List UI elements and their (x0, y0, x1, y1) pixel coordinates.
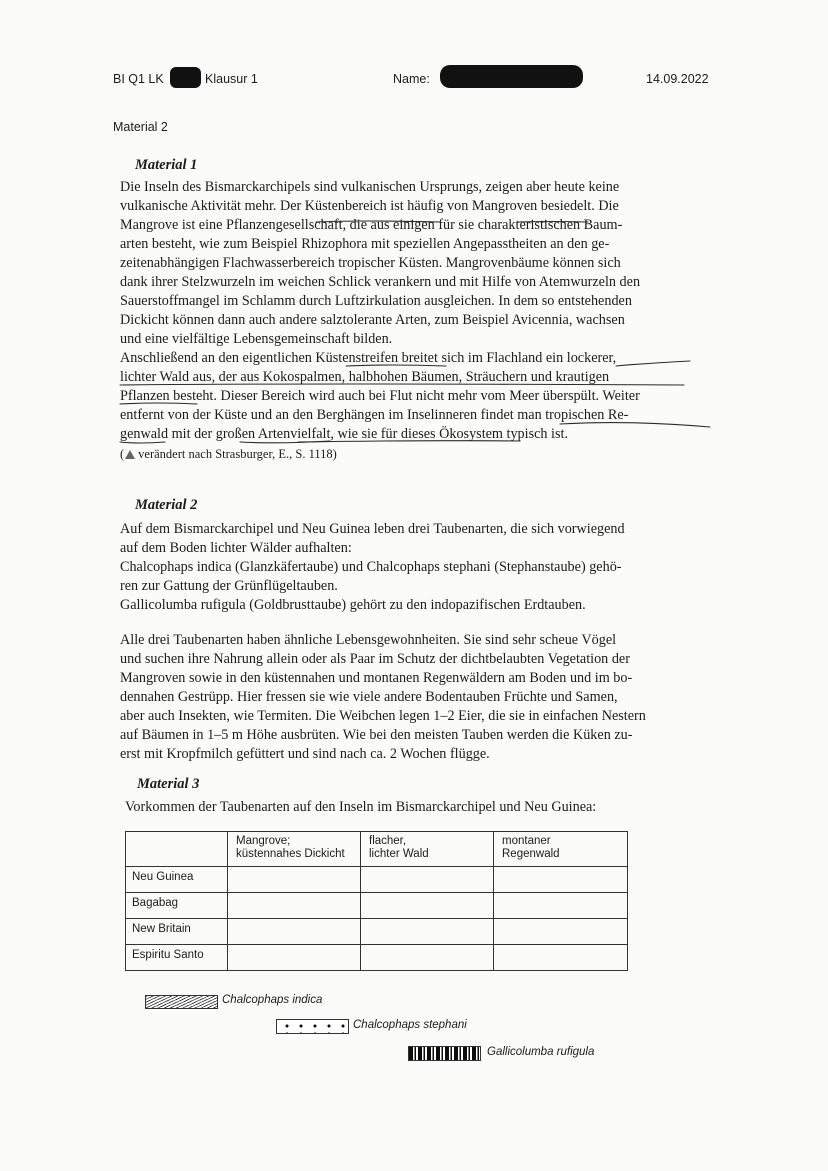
line: Chalcophaps indica (Glanzkäfertaube) und Chalcophaps stephani (Stephanstaube) gehö- (120, 559, 622, 575)
line: genwald mit der großen Artenvielfalt, wie sie für dieses Ökosystem typisch ist. (120, 426, 568, 442)
line: arten besteht, wie zum Beispiel Rhizophora mit speziellen Angepasstheiten an den ge- (120, 236, 610, 252)
column-header (494, 832, 628, 867)
legend-label-chalcophaps-indica: Chalcophaps indica (222, 994, 323, 1006)
island-label: Espiritu Santo (126, 945, 228, 971)
source-prefix: ( (120, 447, 125, 461)
course-label: BI Q1 LK (113, 72, 164, 86)
table-cell (228, 945, 361, 971)
underline-kuestenbereich (316, 221, 440, 222)
material2-paragraph1 (120, 520, 686, 615)
occurrence-table (125, 831, 628, 971)
column-header-line: flacher, (369, 835, 407, 847)
table-corner (126, 832, 228, 867)
date-label: 14.09.2022 (646, 72, 709, 86)
underline-pflanzen (120, 403, 197, 404)
column-header-line: Regenwald (502, 848, 560, 860)
underline-kuestenstreifen (346, 365, 446, 366)
line: Pflanzen besteht. Dieser Bereich wird auch bei Flut nicht mehr vom Meer überspült. Weiter (120, 388, 640, 404)
line: entfernt von der Küste und an den Berghängen im Inselinneren findet man tropischen Re- (120, 407, 629, 423)
material-label: Material 2 (113, 120, 168, 134)
table-cell (494, 945, 628, 971)
column-header-line: montaner (502, 835, 551, 847)
table-header-row (126, 832, 628, 867)
line: zeitenabhängigen Flachwasserbereich tropischer Küsten. Mangrovenbäume können sich (120, 255, 621, 271)
material2-title: Material 2 (135, 497, 198, 513)
island-label: New Britain (126, 919, 228, 945)
underline-regen (560, 423, 710, 427)
line: auf Bäumen in 1–5 m Höhe ausbrüten. Wie bei den meisten Tauben werden die Küken zu- (120, 727, 633, 743)
island-label: Bagabag (126, 893, 228, 919)
line: erst mit Kropfmilch gefüttert und sind nach ca. 2 Wochen flügge. (120, 746, 490, 762)
underline-genwald (120, 442, 165, 443)
line: Alle drei Taubenarten haben ähnliche Lebensgewohnheiten. Sie sind sehr scheue Vögel (120, 632, 617, 648)
column-header-line: Mangrove; (236, 835, 291, 847)
line: Dickicht können dann auch andere salztolerante Arten, zum Beispiel Avicennia, wachsen (120, 312, 625, 328)
material1-title: Material 1 (135, 157, 198, 173)
exam-label: Klausur 1 (205, 72, 258, 86)
line: Sauerstoffmangel im Schlamm durch Luftzirkulation ausgleichen. In dem so entstehenden (120, 293, 632, 309)
table-cell (228, 919, 361, 945)
line: Gallicolumba rufigula (Goldbrusttaube) gehört zu den indopazifischen Erdtauben. (120, 597, 586, 613)
table-row (126, 867, 628, 893)
table-row (126, 945, 628, 971)
legend-label-chalcophaps-stephani: Chalcophaps stephani (353, 1019, 467, 1031)
line: lichter Wald aus, der aus Kokospalmen, halbhohen Bäumen, Sträuchern und krautigen (120, 369, 610, 385)
table-cell (361, 945, 494, 971)
table-cell (361, 919, 494, 945)
table-cell (361, 893, 494, 919)
occurrence-table-wrap (125, 831, 628, 971)
table-cell (228, 893, 361, 919)
line: Auf dem Bismarckarchipel und Neu Guinea leben drei Taubenarten, die sich vorwiegend (120, 521, 625, 537)
column-header-line: lichter Wald (369, 848, 429, 860)
underline-berghaengen (298, 441, 520, 442)
table-row (126, 919, 628, 945)
line: Mangroven sowie in den küstennahen und montanen Regenwäldern am Boden und im bo- (120, 670, 633, 686)
column-header (228, 832, 361, 867)
material3-title: Material 3 (137, 776, 200, 792)
legend-label-gallicolumba-rufigula: Gallicolumba rufigula (487, 1046, 595, 1058)
table-cell (494, 867, 628, 893)
triangle-icon (125, 450, 135, 459)
column-header (361, 832, 494, 867)
line: dennahen Gestrüpp. Hier fressen sie wie viele andere Bodentauben Früchte und Samen, (120, 689, 618, 705)
line: Anschließend an den eigentlichen Küstenstreifen breitet sich im Flachland ein lockerer, (120, 350, 617, 366)
line: dank ihrer Stelzwurzeln im weichen Schlick verankern und mit Hilfe von Atemwurzeln den (120, 274, 641, 290)
legend-swatch-gallicolumba-rufigula (408, 1046, 481, 1061)
line: und eine vielfältige Lebensgemeinschaft bilden. (120, 331, 393, 347)
table-cell (494, 893, 628, 919)
line: und suchen ihre Nahrung allein oder als Paar im Schutz der dichtbelaubten Vegetation der (120, 651, 630, 667)
legend-swatch-chalcophaps-indica (145, 995, 218, 1009)
line: Mangrove ist eine Pflanzengesellschaft, die aus einigen für sie charakteristischen Baum- (120, 217, 623, 233)
source-text: verändert nach Strasburger, E., S. 1118) (138, 447, 337, 461)
name-label: Name: (393, 72, 430, 86)
table-cell (494, 919, 628, 945)
line: auf dem Boden lichter Wälder aufhalten: (120, 540, 352, 556)
underline-artenvielfalt (240, 441, 330, 443)
line: ren zur Gattung der Grünflügeltauben. (120, 578, 338, 594)
underline-lockerer (616, 361, 690, 366)
column-header-line: küstennahes Dickicht (236, 848, 345, 860)
underline-mangroven (518, 222, 588, 223)
line: aber auch Insekten, wie Termiten. Die Weibchen legen 1–2 Eier, die sie in einfachen Nestern (120, 708, 646, 724)
material3-caption: Vorkommen der Taubenarten auf den Inseln im Bismarckarchipel und Neu Guinea: (125, 799, 597, 815)
table-cell (228, 867, 361, 893)
material1-source (120, 447, 337, 462)
island-label: Neu Guinea (126, 867, 228, 893)
legend-swatch-chalcophaps-stephani (276, 1019, 349, 1034)
line: vulkanische Aktivität mehr. Der Küstenbereich ist häufig von Mangroven besiedelt. Die (120, 198, 619, 214)
material2-paragraph2 (120, 631, 686, 764)
underline-wald (120, 384, 684, 385)
line: Die Inseln des Bismarckarchipels sind vulkanischen Ursprungs, zeigen aber heute keine (120, 179, 620, 195)
table-row (126, 893, 628, 919)
table-cell (361, 867, 494, 893)
